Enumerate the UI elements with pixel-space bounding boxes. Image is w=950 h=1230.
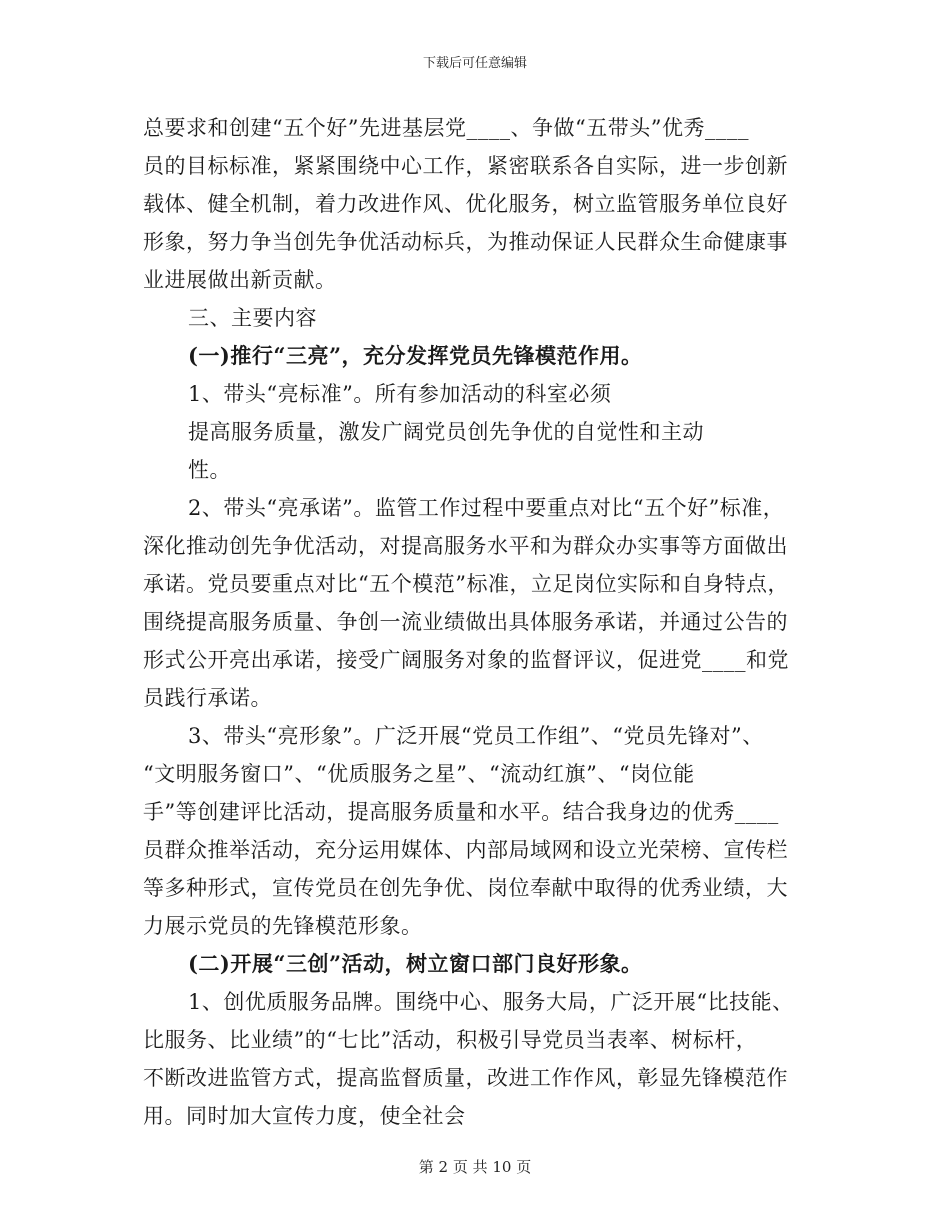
body-line: 员的目标标准，紧紧围绕中心工作，紧密联系各自实际，进一步创新 [143,154,788,178]
body-line: 承诺。党员要重点对比“五个模范”标准，立足岗位实际和自身特点， [143,572,789,596]
body-line: 围绕提高服务质量、争创一流业绩做出具体服务承诺，并通过公告的 [143,610,788,634]
body-line: “文明服务窗口”、“优质服务之星”、“流动红旗”、“岗位能 [143,762,695,786]
section-heading: 三、主要内容 [188,306,317,330]
body-line: 1、创优质服务品牌。围绕中心、服务大局，广泛开展“比技能、 [188,990,794,1014]
body-line: 比服务、比业绩”的“七比”活动，积极引导党员当表率、树标杆， [143,1028,758,1052]
body-line: 形象，努力争当创先争优活动标兵，为推动保证人民群众生命健康事 [143,230,788,254]
body-line: 2、带头“亮承诺”。监管工作过程中要重点对比“五个好”标准， [188,496,785,520]
body-line: 业进展做出新贡献。 [143,268,337,292]
body-line: 等多种形式，宣传党员在创先争优、岗位奉献中取得的优秀业绩，大 [143,876,788,900]
body-line: 性。 [188,458,231,482]
body-line: 载体、健全机制，着力改进作风、优化服务，树立监管服务单位良好 [143,192,788,216]
body-line: 用。同时加大宣传力度，使全社会 [143,1104,466,1128]
body-line: 员群众推举活动，充分运用媒体、内部局域网和设立光荣榜、宣传栏 [143,838,788,862]
subsection-heading: (一)推行“三亮”，充分发挥党员先锋模范作用。 [188,343,643,368]
body-line: 手”等创建评比活动，提高服务质量和水平。结合我身边的优秀____ [143,800,779,824]
body-line: 提高服务质量，激发广阔党员创先争优的自觉性和主动 [188,420,704,444]
body-line: 总要求和创建“五个好”先进基层党____、争做“五带头”优秀____ [143,116,749,140]
body-line: 不断改进监管方式，提高监督质量，改进工作作风，彰显先锋模范作 [143,1066,788,1090]
body-line: 深化推动创先争优活动，对提高服务水平和为群众办实事等方面做出 [143,534,788,558]
page-number: 第 2 页 共 10 页 [418,1158,532,1176]
body-line: 形式公开亮出承诺，接受广阔服务对象的监督评议，促进党____和党 [143,648,789,672]
body-line: 员践行承诺。 [143,686,272,710]
body-line: 3、带头“亮形象”。广泛开展“党员工作组”、“党员先锋对”、 [188,724,764,748]
body-line: 1、带头“亮标准”。所有参加活动的科室必须 [188,382,612,406]
download-note: 下载后可任意编辑 [422,56,527,71]
subsection-heading: (二)开展“三创”活动，树立窗口部门良好形象。 [188,951,643,976]
body-line: 力展示党员的先锋模范形象。 [143,914,423,938]
